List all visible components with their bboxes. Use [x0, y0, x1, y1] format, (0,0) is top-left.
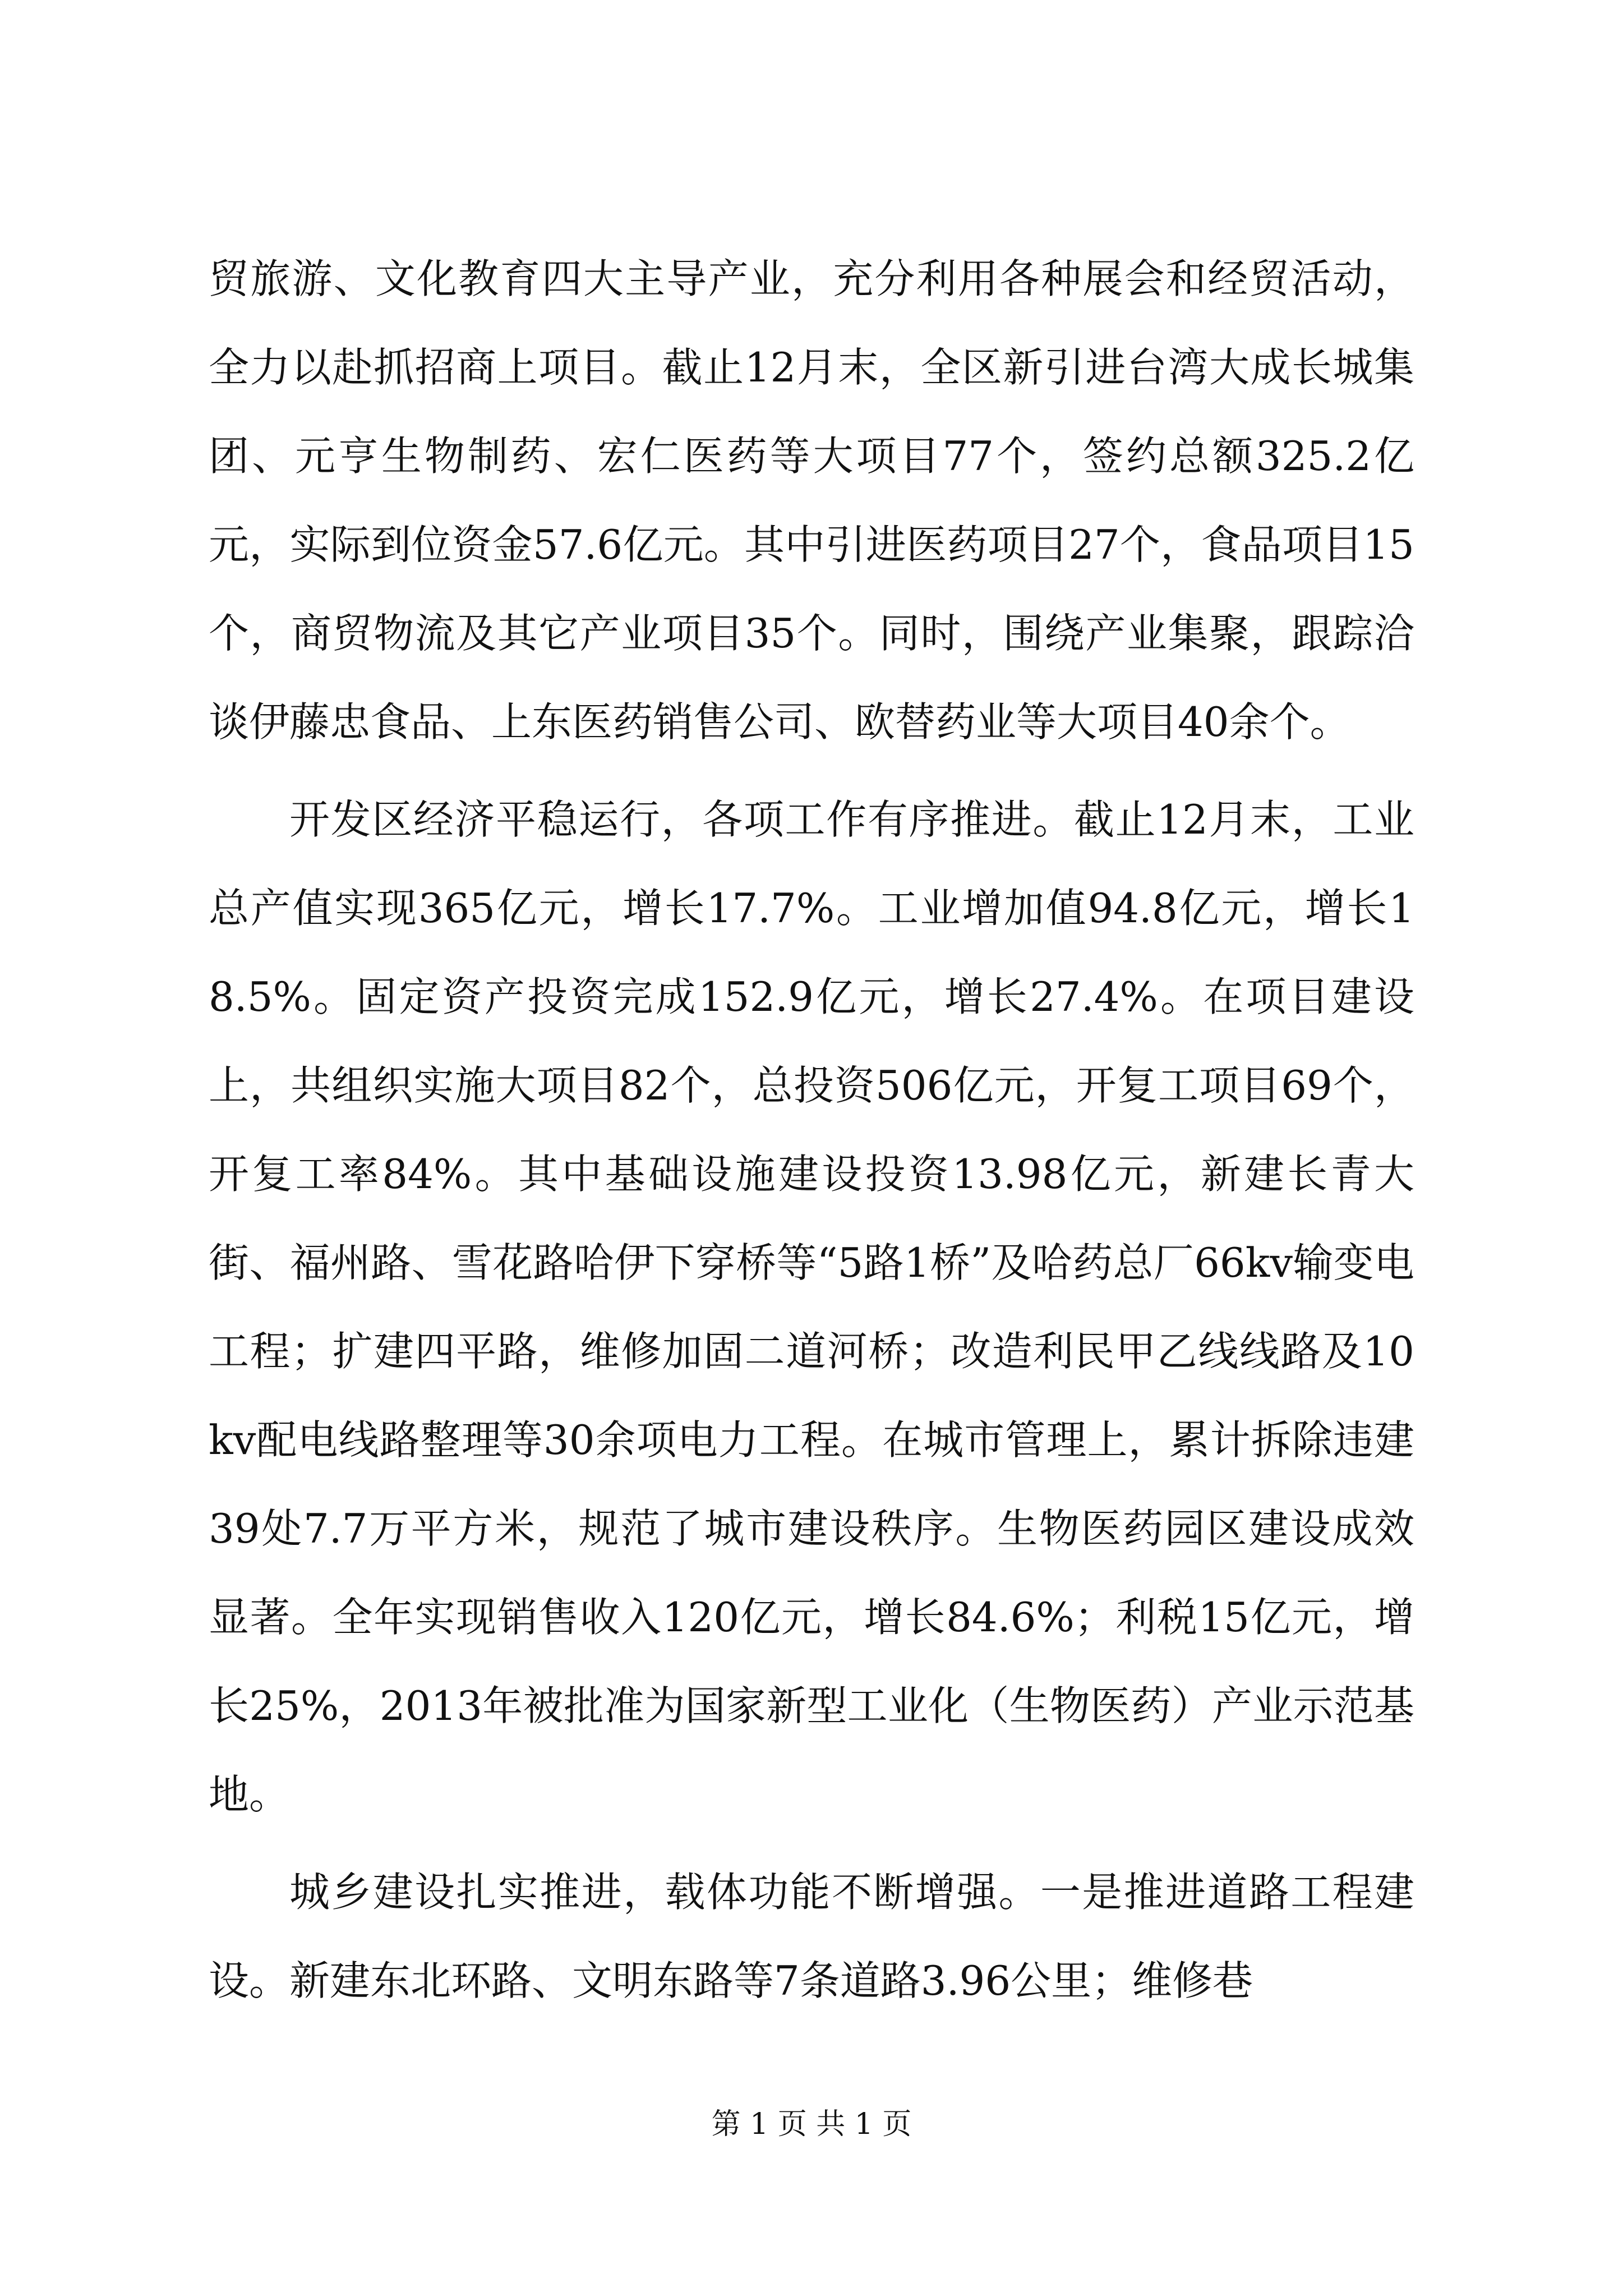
- paragraph-3: 城乡建设扎实推进，载体功能不断增强。一是推进道路工程建设。新建东北环路、文明东路等7条道路3.96公里；维修巷: [209, 1869, 1414, 2004]
- page-footer: 第 1 页 共 1 页: [711, 2108, 912, 2141]
- paragraph-2: 开发区经济平稳运行，各项工作有序推进。截止12月末，工业总产值实现365亿元，增长17.7%。工业增加值94.8亿元，增长18.5%。固定资产投资完成152.9亿元，增长27.4%。在项目建设上，共组织实施大项目82个，总投资506亿元，开复工项目69个，开复工率84%。其中基础设施建设投资13.98亿元，新建长青大街、福州路、雪花路哈伊下穿桥等“5路1桥”及哈药总厂66kv输变电工程；扩建四平路，维修加固二道河桥；改造利民甲乙线线路及10kv配电线路整理等30余项电力工程。在城市管理上，累计拆除违建39处7.7万平方米，规范了城市建设秩序。生物医药园区建设成效显著。全年实现销售收入120亿元，增长84.6%；利税15亿元，增长25%，2013年被批准为国家新型工业化（生物医药）产业示范基地。: [209, 796, 1414, 1818]
- paragraph-1: 贸旅游、文化教育四大主导产业，充分利用各种展会和经贸活动，全力以赴抓招商上项目。截止12月末，全区新引进台湾大成长城集团、元亨生物制药、宏仁医药等大项目77个，签约总额325.2亿元，实际到位资金57.6亿元。其中引进医药项目27个，食品项目15个，商贸物流及其它产业项目35个。同时，围绕产业集聚，跟踪洽谈伊藤忠食品、上东医药销售公司、欧替药业等大项目40余个。: [209, 255, 1414, 746]
- document-body: [209, 234, 1414, 2025]
